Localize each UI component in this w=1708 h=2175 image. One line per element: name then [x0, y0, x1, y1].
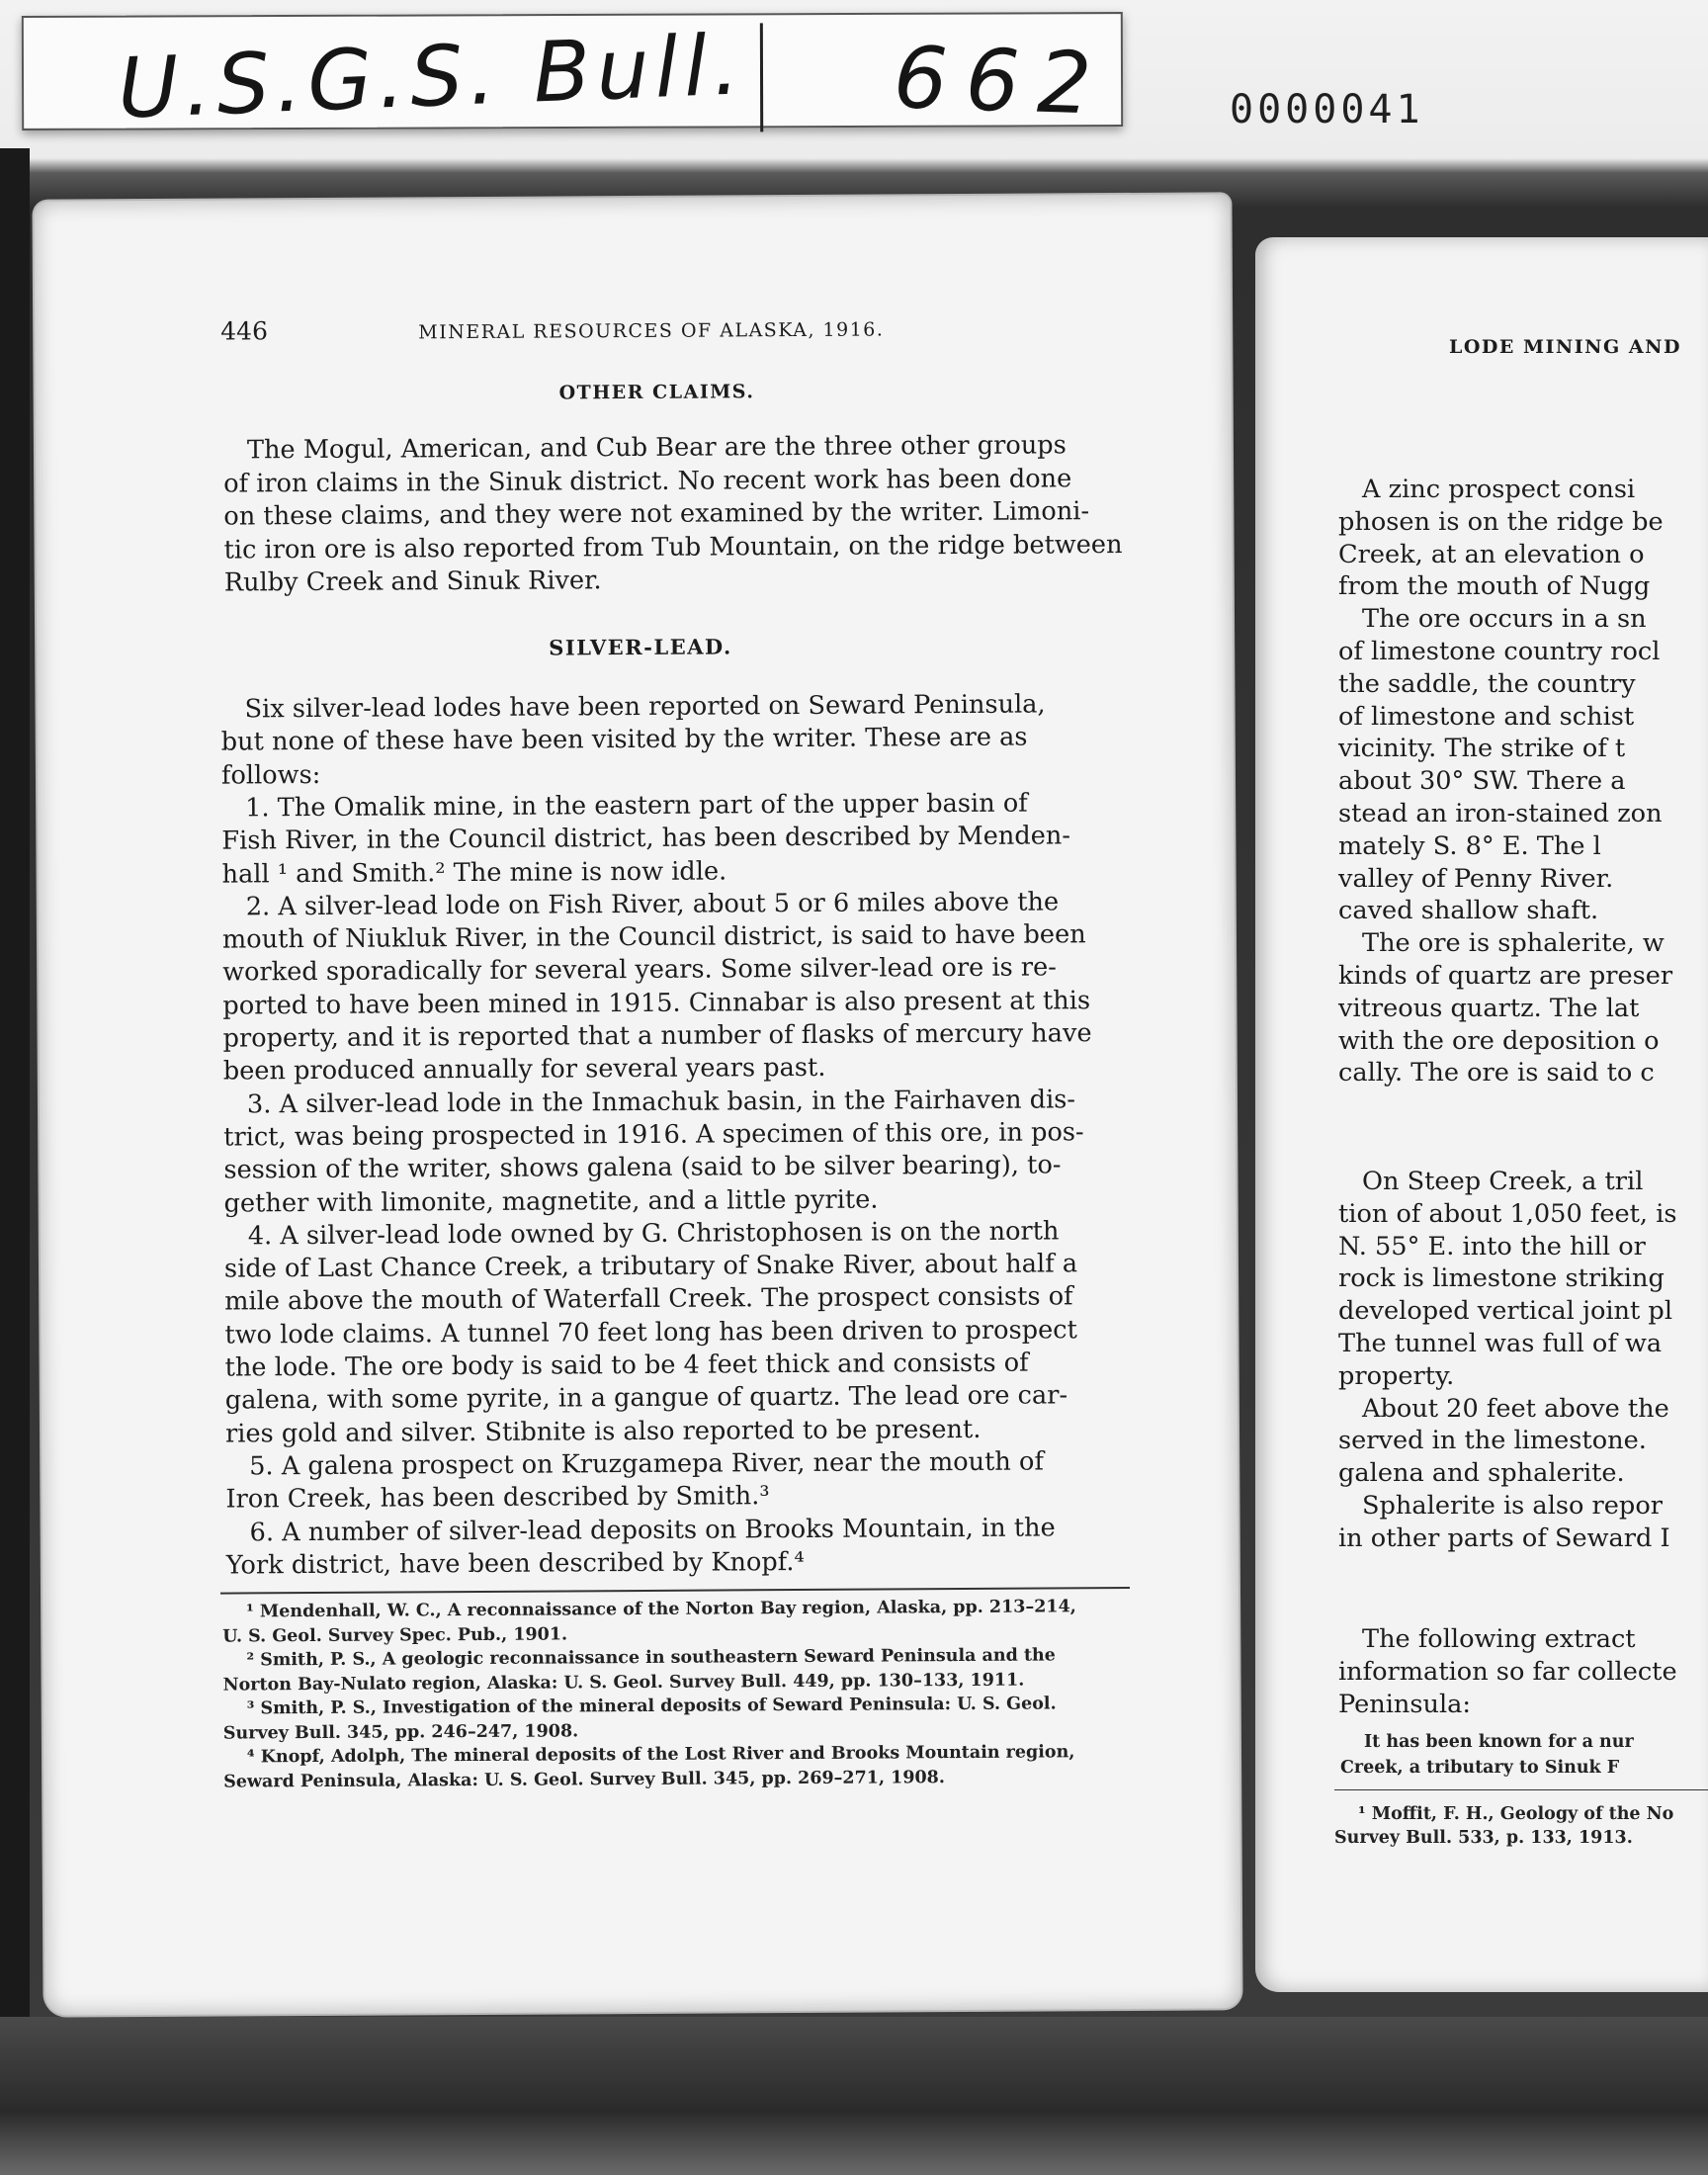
right-paragraph-line: About 20 feet above the	[1362, 1393, 1669, 1424]
paragraph-line: side of Last Chance Creek, a tributary of Snake River, about half a	[223, 1249, 1078, 1284]
right-page	[1255, 237, 1708, 1992]
right-footnote-line: ¹ Moffit, F. H., Geology of the No	[1358, 1804, 1674, 1824]
footnote-rule	[220, 1587, 1130, 1595]
handwritten-bulletin-number: 662	[892, 29, 1111, 134]
paragraph-line: gether with limonite, magnetite, and a little pyrite.	[223, 1184, 879, 1219]
right-paragraph-line: served in the limestone.	[1338, 1426, 1647, 1456]
right-paragraph-line: The tunnel was full of wa	[1338, 1329, 1663, 1358]
paragraph-line: session of the writer, shows galena (said to be silver bearing), to-	[223, 1150, 1062, 1185]
paragraph-line: worked sporadically for several years. Some silver-lead ore is re-	[222, 952, 1057, 988]
paragraph-line: 6. A number of silver-lead deposits on Brooks Mountain, in the	[249, 1512, 1056, 1547]
paragraph-line: but none of these have been visited by the writer. These are as	[220, 722, 1028, 757]
paragraph-line: Rulby Creek and Sinuk River.	[223, 566, 602, 598]
paragraph-line: 5. A galena prospect on Kruzgamepa River, near the mouth of	[249, 1446, 1044, 1482]
paragraph-line: 3. A silver-lead lode in the Inmachuk basin, in the Fairhaven dis-	[246, 1084, 1076, 1120]
footnote-line: ³ Smith, P. S., Investigation of the mineral deposits of Seward Peninsula: U. S. Geol.	[246, 1694, 1057, 1719]
paragraph-line: mile above the mouth of Waterfall Creek. The prospect consists of	[224, 1281, 1073, 1317]
right-paragraph-line: property.	[1338, 1360, 1455, 1391]
footnote-line: ² Smith, P. S., A geologic reconnaissance in southeastern Seward Peninsula and the	[246, 1645, 1056, 1671]
right-paragraph-line: vitreous quartz. The lat	[1338, 993, 1640, 1023]
footnote-line: ¹ Mendenhall, W. C., A reconnaissance of the Norton Bay region, Alaska, pp. 213–214,	[246, 1597, 1076, 1622]
right-paragraph-line: Sphalerite is also repor	[1362, 1491, 1663, 1521]
right-paragraph-line: Creek, at an elevation o	[1338, 539, 1645, 569]
right-paragraph-line: cally. The ore is said to c	[1338, 1058, 1655, 1088]
right-paragraph-line: kinds of quartz are preser	[1338, 961, 1673, 991]
right-paragraph-line: On Steep Creek, a tril	[1362, 1167, 1644, 1196]
paragraph-line: 2. A silver-lead lode on Fish River, about 5 or 6 miles above the	[245, 887, 1060, 922]
paragraph-line: galena, with some pyrite, in a gangue of quartz. The lead ore car-	[224, 1380, 1068, 1416]
right-paragraph-line: of limestone and schist	[1338, 701, 1635, 732]
paragraph-line: Fish River, in the Council district, has been described by Menden-	[221, 821, 1071, 856]
scan-bottom-margin	[0, 2017, 1708, 2175]
paragraph-line: two lode claims. A tunnel 70 feet long has been driven to prospect	[224, 1314, 1077, 1350]
right-footnote-rule	[1334, 1789, 1708, 1790]
catalog-label-strip	[22, 12, 1123, 137]
right-paragraph-line: in other parts of Seward I	[1338, 1522, 1670, 1553]
right-paragraph-line: of limestone country rocl	[1338, 637, 1661, 666]
right-paragraph-line: valley of Penny River.	[1338, 863, 1614, 894]
paragraph-line: Six silver-lead lodes have been reported on Seward Peninsula,	[244, 689, 1046, 725]
right-paragraph-line: developed vertical joint pl	[1338, 1296, 1673, 1327]
footnote-line: Norton Bay-Nulato region, Alaska: U. S. Geol. Survey Bull. 449, pp. 130–133, 1911.	[222, 1670, 1025, 1696]
paragraph-line: follows:	[220, 759, 321, 791]
footnote-line: ⁴ Knopf, Adolph, The mineral deposits of the Lost River and Brooks Mountain region,	[246, 1742, 1075, 1768]
right-paragraph-line: stead an iron-stained zon	[1338, 799, 1663, 828]
paragraph-line: trict, was being prospected in 1916. A specimen of this ore, in pos-	[223, 1117, 1084, 1153]
right-paragraph-line: the saddle, the country	[1338, 668, 1636, 699]
section-heading-other-claims: OTHER CLAIMS.	[558, 381, 755, 404]
right-paragraph-line: with the ore deposition o	[1338, 1025, 1660, 1056]
paragraph-line: Iron Creek, has been described by Smith.³	[225, 1481, 770, 1515]
stamp-number: 0000041	[1230, 87, 1424, 132]
paragraph-line: tic iron ore is also reported from Tub Mountain, on the ridge between	[223, 529, 1123, 566]
right-paragraph-line: A zinc prospect consi	[1362, 475, 1636, 504]
paragraph-line: hall ¹ and Smith.² The mine is now idle.	[221, 855, 727, 890]
paragraph-line: mouth of Niukluk River, in the Council district, is said to have been	[221, 919, 1086, 955]
right-paragraph-line: Peninsula:	[1338, 1689, 1472, 1719]
right-paragraph-line: phosen is on the ridge be	[1338, 506, 1664, 537]
paragraph-line: The Mogul, American, and Cub Bear are the three other groups	[246, 430, 1067, 466]
right-paragraph-line: N. 55° E. into the hill or	[1338, 1231, 1646, 1262]
right-paragraph-line: from the mouth of Nugg	[1338, 571, 1651, 602]
right-quote-line: It has been known for a nur	[1364, 1732, 1634, 1752]
section-heading-silver-lead: SILVER-LEAD.	[549, 634, 732, 660]
paragraph-line: of iron claims in the Sinuk district. No recent work has been done	[223, 463, 1072, 499]
right-paragraph-line: The ore is sphalerite, w	[1362, 928, 1665, 959]
right-running-head: LODE MINING AND	[1449, 336, 1681, 358]
right-footnote-line: Survey Bull. 533, p. 133, 1913.	[1334, 1828, 1633, 1848]
running-head: MINERAL RESOURCES OF ALASKA, 1916.	[418, 318, 885, 344]
right-paragraph-line: information so far collecte	[1338, 1656, 1677, 1687]
right-paragraph-line: galena and sphalerite.	[1338, 1458, 1625, 1489]
footnote-line: U. S. Geol. Survey Spec. Pub., 1901.	[222, 1623, 568, 1647]
label-divider	[760, 23, 763, 131]
footnote-line: Survey Bull. 345, pp. 246–247, 1908.	[222, 1720, 579, 1744]
right-paragraph-line: about 30° SW. There a	[1338, 766, 1626, 797]
paragraph-line: ported to have been mined in 1915. Cinnabar is also present at this	[222, 985, 1091, 1021]
paragraph-line: the lode. The ore body is said to be 4 feet thick and consists of	[224, 1348, 1029, 1383]
left-page	[34, 194, 1240, 2015]
right-paragraph-line: The following extract	[1362, 1624, 1636, 1654]
paragraph-line: been produced annually for several years past.	[222, 1053, 826, 1087]
paragraph-line: 1. The Omalik mine, in the eastern part of the upper basin of	[245, 788, 1028, 824]
paragraph-line: 4. A silver-lead lode owned by G. Christophosen is on the north	[247, 1216, 1060, 1252]
right-paragraph-line: tion of about 1,050 feet, is	[1338, 1198, 1677, 1229]
right-paragraph-line: mately S. 8° E. The l	[1338, 830, 1601, 861]
right-paragraph-line: The ore occurs in a sn	[1362, 604, 1647, 635]
paragraph-line: ries gold and silver. Stibnite is also reported to be present.	[224, 1414, 982, 1449]
handwritten-series-label: U.S.G.S. Bull.	[116, 16, 747, 137]
paragraph-line: York district, have been described by Knopf.⁴	[225, 1546, 805, 1581]
right-paragraph-line: caved shallow shaft.	[1338, 896, 1599, 926]
paragraph-line: property, and it is reported that a number of flasks of mercury have	[222, 1018, 1092, 1054]
footnote-line: Seward Peninsula, Alaska: U. S. Geol. Survey Bull. 345, pp. 269–271, 1908.	[223, 1767, 945, 1792]
right-quote-line: Creek, a tributary to Sinuk F	[1340, 1758, 1620, 1778]
right-paragraph-line: rock is limestone striking	[1338, 1263, 1665, 1294]
paragraph-line: on these claims, and they were not examined by the writer. Limoni-	[223, 496, 1090, 532]
right-paragraph-line: vicinity. The strike of t	[1338, 734, 1626, 764]
book-spine-shadow	[0, 148, 30, 2027]
page-number: 446	[220, 316, 269, 346]
